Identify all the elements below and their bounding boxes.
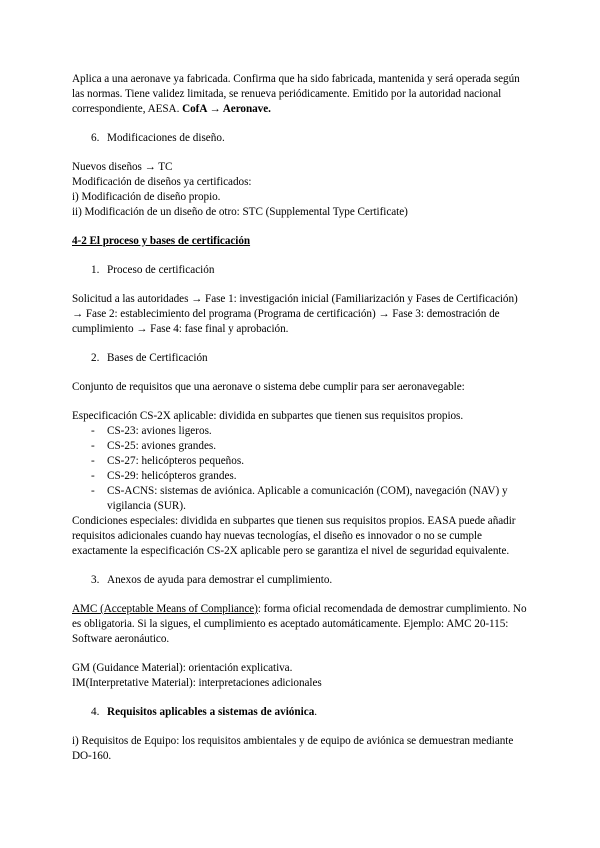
bases-intro: Conjunto de requisitos que una aeronave o sistema debe cumplir para ser aeronavegable:	[72, 381, 465, 393]
equip-line-1: i) Requisitos de Equipo: los requisitos ambientales y de equipo de aviónica se demuestran mediante	[72, 735, 514, 747]
spec-bullet-dash: -	[91, 425, 95, 437]
item-4-title-tail: .	[314, 706, 318, 718]
spec-bullet-dash: -	[91, 485, 95, 497]
item-4-title-bold: Requisitos aplicables a sistemas de aviónica	[107, 706, 315, 718]
special-line-3: exactamente la especificación CS-2X aplicable pero se garantiza el nivel de seguridad equivalente.	[72, 545, 510, 557]
amc-line-3: Software aeronáutico.	[72, 633, 170, 645]
intro-line-1: Aplica a una aeronave ya fabricada. Confirma que ha sido fabricada, mantenida y será operada según	[72, 73, 520, 85]
item-2-title: Bases de Certificación	[107, 352, 208, 364]
spec-item: CS-29: helicópteros grandes.	[107, 470, 237, 482]
mods-line-1: Nuevos diseños → TC	[72, 161, 173, 173]
item-3-number: 3.	[91, 574, 100, 586]
amc-label: AMC (Acceptable Means of Compliance)	[72, 603, 258, 615]
spec-item: CS-ACNS: sistemas de aviónica. Aplicable a comunicación (COM), navegación (NAV) y	[107, 485, 508, 497]
mods-line-3: i) Modificación de diseño propio.	[72, 191, 221, 203]
amc-line-2: es obligatoria. Si la sigues, el cumplimiento es aceptado automáticamente. Ejemplo: AMC 20-115:	[72, 618, 509, 630]
special-line-1: Condiciones especiales: dividida en subpartes que tienen sus requisitos propios. EASA puede añadir	[72, 515, 516, 527]
mods-line-4: ii) Modificación de un diseño de otro: STC (Supplemental Type Certificate)	[72, 206, 408, 218]
section-heading: 4-2 El proceso y bases de certificación	[72, 235, 251, 247]
item-6-title: Modificaciones de diseño.	[107, 132, 225, 144]
process-line-2: → Fase 2: establecimiento del programa (Programa de certificación) → Fase 3: demostración de	[72, 308, 500, 320]
intro-line-3	[72, 102, 271, 117]
spec-bullet-dash: -	[91, 470, 95, 482]
item-6-number: 6.	[91, 132, 100, 144]
spec-item: CS-27: helicópteros pequeños.	[107, 455, 245, 467]
process-line-1: Solicitud a las autoridades → Fase 1: investigación inicial (Familiarización y Fases de Certificación)	[72, 293, 518, 305]
item-2-number: 2.	[91, 352, 100, 364]
item-4-title	[107, 705, 317, 720]
mods-line-2: Modificación de diseños ya certificados:	[72, 176, 252, 188]
intro-line-2: las normas. Tiene validez limitada, se renueva periódicamente. Emitido por la autoridad nacional	[72, 88, 502, 100]
process-line-3: cumplimiento → Fase 4: fase final y aprobación.	[72, 323, 289, 335]
special-line-2: requisitos adicionales cuando hay nuevas tecnologías, el diseño es innovador o no se cumple	[72, 530, 482, 542]
gm-line: GM (Guidance Material): orientación explicativa.	[72, 662, 293, 674]
amc-line-1	[72, 602, 527, 617]
item-1-number: 1.	[91, 264, 100, 276]
im-line: IM(Interpretative Material): interpretaciones adicionales	[72, 677, 322, 689]
spec-item-continuation: vigilancia (SUR).	[107, 500, 186, 512]
spec-bullet-dash: -	[91, 455, 95, 467]
intro-cofa-bold: CofA → Aeronave.	[182, 103, 271, 115]
spec-item: CS-23: aviones ligeros.	[107, 425, 212, 437]
equip-line-2: DO-160.	[72, 750, 112, 762]
intro-line-3-text: correspondiente, AESA.	[72, 103, 183, 115]
item-3-title: Anexos de ayuda para demostrar el cumplimiento.	[107, 574, 333, 586]
item-4-number: 4.	[91, 706, 100, 718]
spec-intro: Especificación CS-2X aplicable: dividida en subpartes que tienen sus requisitos propios.	[72, 410, 464, 422]
spec-item: CS-25: aviones grandes.	[107, 440, 217, 452]
item-1-title: Proceso de certificación	[107, 264, 215, 276]
amc-line-1-rest: : forma oficial recomendada de demostrar cumplimiento. No	[257, 603, 527, 615]
spec-bullet-dash: -	[91, 440, 95, 452]
